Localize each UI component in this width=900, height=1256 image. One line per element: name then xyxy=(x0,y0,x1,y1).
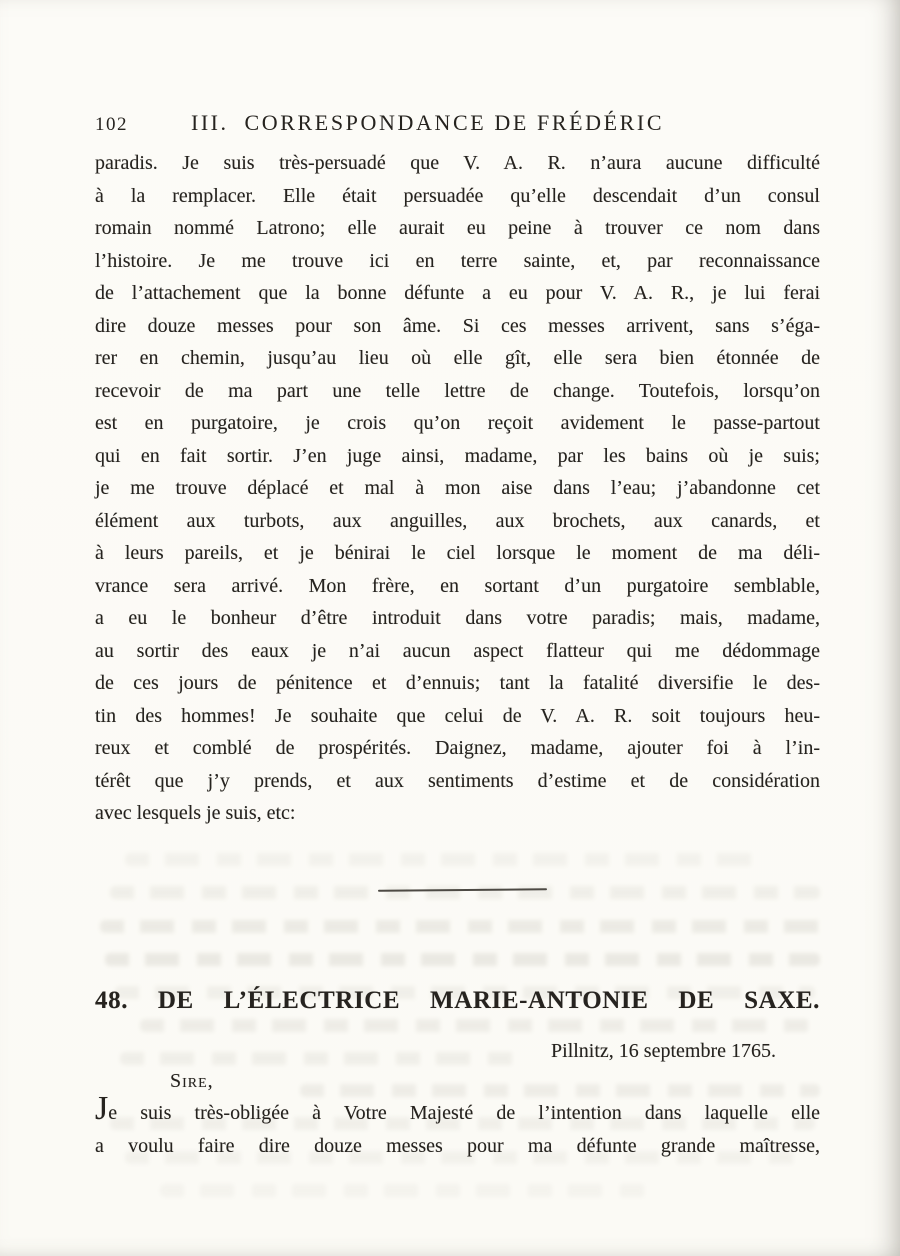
text-line: à leurs pareils, et je bénirai le ciel lorsque le moment de ma déli- xyxy=(95,542,820,564)
bleedthrough-text xyxy=(110,886,820,899)
text-line: recevoir de ma part une telle lettre de change. Toutefois, lorsqu’on xyxy=(95,379,820,402)
section-number: 48. xyxy=(95,987,129,1014)
text-line: reux et comblé de prospérités. Daignez, madame, ajouter foi à l’in- xyxy=(95,737,820,759)
letter-salutation: Sire, xyxy=(170,1070,214,1092)
running-head-title: CORRESPONDANCE DE FRÉDÉRIC xyxy=(244,110,665,135)
letter-dateline: Pillnitz, 16 septembre 1765. xyxy=(551,1040,776,1062)
text-line: je me trouve déplacé et mal à mon aise dans l’eau; j’abandonne cet xyxy=(95,477,820,499)
page-number: 102 xyxy=(95,114,128,135)
text-line: élément aux turbots, aux anguilles, aux brochets, aux canards, et xyxy=(95,509,820,532)
running-head xyxy=(95,110,820,136)
text-line: dire douze messes pour son âme. Si ces messes arrivent, sans s’éga- xyxy=(95,314,820,337)
section-heading xyxy=(95,987,820,1015)
text-line: Je suis très-obligée à Votre Majesté de l’intention dans laquelle elle xyxy=(95,1090,820,1127)
bleedthrough-text xyxy=(100,920,825,933)
text-line: tin des hommes! Je souhaite que celui de V. A. R. soit toujours heu- xyxy=(95,704,820,727)
letter-body-text xyxy=(95,147,820,830)
text-line: de l’attachement que la bonne défunte a eu pour V. A. R., je lui ferai xyxy=(95,282,820,304)
text-line: avec lesquels je suis, etc: xyxy=(95,802,296,824)
text-line: l’histoire. Je me trouve ici en terre sainte, et, par reconnaissance xyxy=(95,249,820,272)
letter-opening-text xyxy=(95,1090,820,1163)
running-head-numeral: III. xyxy=(191,110,229,135)
text-line: à la remplacer. Elle était persuadée qu’elle descendait d’un consul xyxy=(95,184,820,207)
text-line: au sortir des eaux je n’ai aucun aspect flatteur qui me dédommage xyxy=(95,639,820,662)
text-line: vrance sera arrivé. Mon frère, en sortant d’un purgatoire semblable, xyxy=(95,574,820,597)
bleedthrough-text xyxy=(140,1019,810,1032)
text-line: a voulu faire dire douze messes pour ma défunte grande maîtresse, xyxy=(95,1135,820,1157)
text-line: paradis. Je suis très-persuadé que V. A. R. n’aura aucune difficulté xyxy=(95,152,820,174)
text-line: qui en fait sortir. J’en juge ainsi, madame, par les bains où je suis; xyxy=(95,444,820,467)
section-title: DE L’ÉLECTRICE MARIE-ANTONIE DE SAXE. xyxy=(157,987,820,1014)
text-line: romain nommé Latrono; elle aurait eu peine à trouver ce nom dans xyxy=(95,217,820,239)
bleedthrough-text xyxy=(160,1184,660,1197)
text-line: a eu le bonheur d’être introduit dans votre paradis; mais, madame, xyxy=(95,607,820,629)
bleedthrough-text xyxy=(105,953,820,966)
text-line: est en purgatoire, je crois qu’on reçoit avidement le passe-partout xyxy=(95,412,820,434)
text-line: térêt que j’y prends, et aux sentiments d’estime et de considération xyxy=(95,769,820,792)
text-line: de ces jours de pénitence et d’ennuis; tant la fatalité diversifie le des- xyxy=(95,672,820,694)
text-line: rer en chemin, jusqu’au lieu où elle gît, elle sera bien étonnée de xyxy=(95,347,820,369)
bleedthrough-text xyxy=(125,853,755,866)
bleedthrough-text xyxy=(300,1084,820,1097)
